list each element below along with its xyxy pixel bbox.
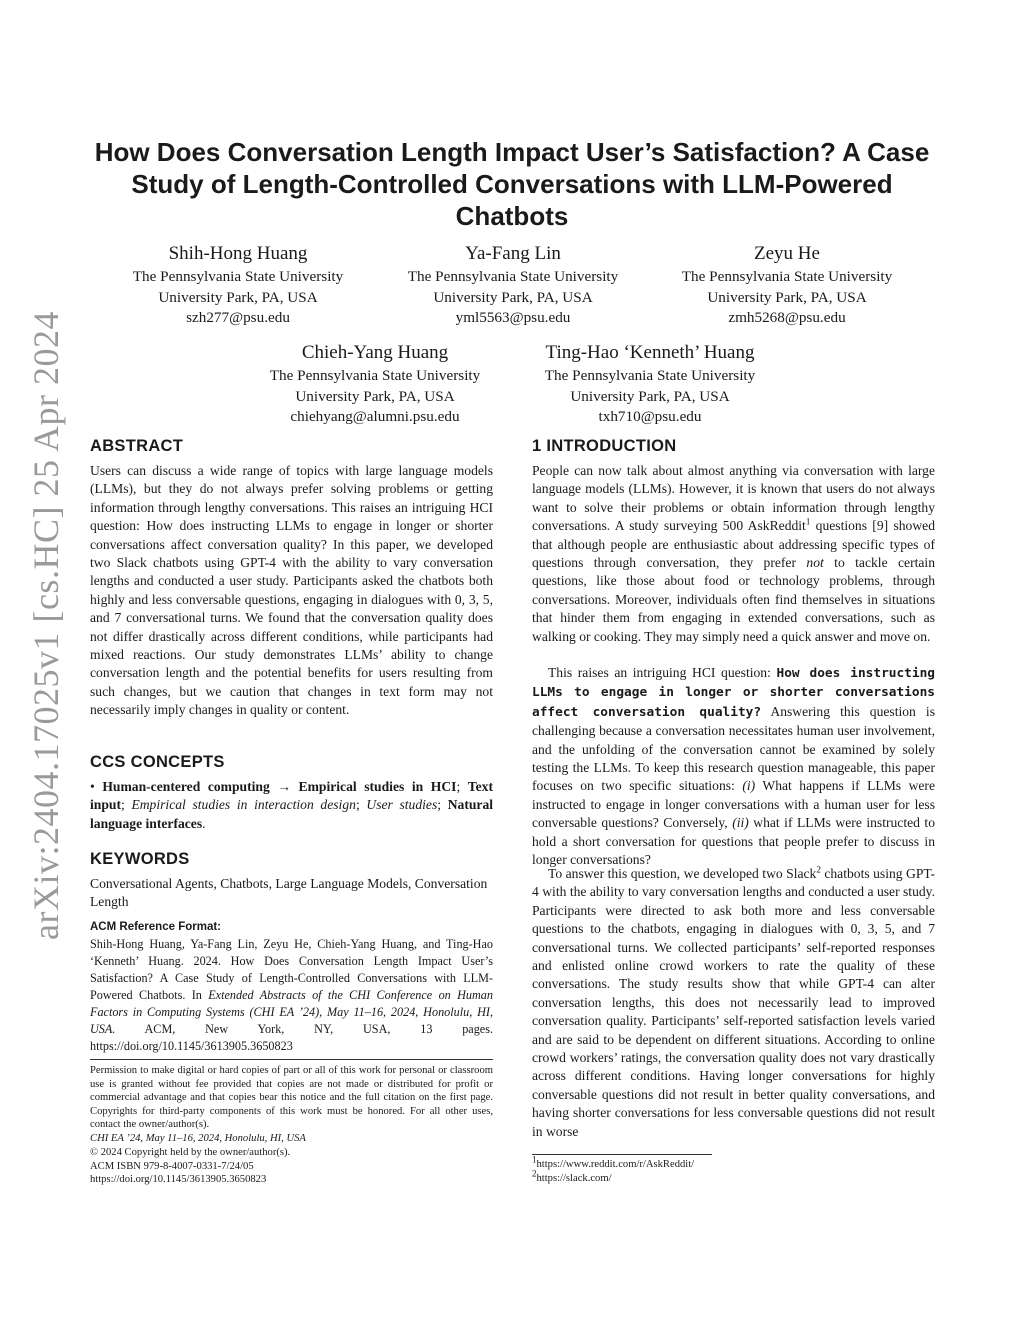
ccs-separator: ; xyxy=(355,797,360,813)
footnote-marker: 2 xyxy=(816,864,821,875)
author-card xyxy=(373,243,653,329)
author-location: University Park, PA, USA xyxy=(570,387,730,405)
ccs-concept: Empirical studies in HCI xyxy=(298,779,457,794)
ccs-concept: User studies xyxy=(366,797,438,813)
abstract-text: Users can discuss a wide range of topics with large language models (LLMs), but they do not always prefer solving problems or getting information through lengthy conversations. This raises an intriguing HCI question: How does instructing LLMs to engage in longer or shorter conversations affect conversation quality? In this paper, we developed two Slack chatbots using GPT-4 with the ability to vary conversation lengths and conducted a user study. Participants asked the chatbots both highly and less conversable questions, engaging in dialogues with 0, 3, 5, and 7 conversational turns. We found that the conversation quality does not differ drastically across different conditions, while participants had mixed reactions. Our study demonstrates LLMs’ ability to change conversation length and the potential benefits for users resulting from such changes, but we caution that changes in text form may not necessarily imply changes in quality or content. xyxy=(90,463,493,718)
author-name: Zeyu He xyxy=(754,243,820,264)
author-location: University Park, PA, USA xyxy=(295,387,455,405)
author-card xyxy=(98,243,378,329)
footnote: $^2$https://slack.com/ xyxy=(532,1168,612,1184)
ccs-concept: Natural language interfaces xyxy=(90,797,494,831)
ccs-separator: ; xyxy=(120,797,125,813)
author-card xyxy=(235,342,515,428)
ccs-concept: Empirical studies in interaction design xyxy=(131,797,356,813)
author-email: yml5563@psu.edu xyxy=(455,309,571,326)
author-affiliation: The Pennsylvania State University xyxy=(407,268,619,285)
author-email: txh710@psu.edu xyxy=(598,408,702,425)
intro-paragraph: To answer this question, we developed two Slack$^2$ chatbots using GPT-4 with the ability to vary conversation lengths and conducted a user study. Participants were directed to ask both more and less conversable questions to the chatbots, engaging in dialogues with 0, 3, 5, and 7 conversational turns. We collected participants’ self-reported responses and enlisted online crowd workers to rate the quality of these conversations. The study results show that while GPT-4 can alter conversation lengths, this does not necessarily lead to improved conversation quality. Participants’ self-reported satisfaction levels varied and are said to be dependent on different situations. According to online crowd workers’ ratings, the conversation quality does not vary drastically across different conditions. Having longer conversations for highly conversable questions did not result in better quality conversations, and having shorter conversations for less conversable questions did not result in worse xyxy=(532,864,935,1139)
intro-paragraph: People can now talk about almost anything via conversation with large language models (LLMs). However, it is known that users do not always want to solve their problems or obtain information through lengthy conversations. A study surveying 500 AskReddit$^1$ questions [9] showed that although people are enthusiastic about addressing specific types of questions through conversation, they prefer not to tackle certain questions, like those about food or technology problems, through conversations. Moreover, individuals often find themselves in situations that hinder them from engaging in extended conversations, such as walking or cooking. They may simply need a quick answer and move on. xyxy=(532,463,935,644)
author-card xyxy=(647,243,927,329)
ccs-concept: Text input xyxy=(90,779,493,813)
author-email: zmh5268@psu.edu xyxy=(728,309,846,326)
author-affiliation: The Pennsylvania State University xyxy=(132,268,344,285)
ccs-separator: ; xyxy=(437,797,442,813)
acm-ref-venue: Extended Abstracts of the CHI Conference on Human Factors in Computing Systems (CHI EA ’24), May 11–16, 2024, Honolulu, HI, USA. xyxy=(90,988,493,1036)
ccs-bullet: • xyxy=(90,779,95,794)
research-question: How does instructing LLMs to engage in longer or shorter conversations affect conversation quality? xyxy=(532,666,935,720)
author-email: chiehyang@alumni.psu.edu xyxy=(290,408,460,425)
author-affiliation: The Pennsylvania State University xyxy=(544,367,756,384)
footnote-divider xyxy=(532,1154,712,1155)
keywords-text: Conversational Agents, Chatbots, Large Language Models, Conversation Length xyxy=(90,876,488,910)
ccs-arrow: → xyxy=(277,779,291,794)
copyright-line: © 2024 Copyright held by the owner/author(s). xyxy=(90,1147,291,1158)
author-name: Chieh-Yang Huang xyxy=(301,342,449,363)
ccs-heading: CCS CONCEPTS xyxy=(90,753,225,771)
ccs-separator: ; xyxy=(456,779,461,794)
footnote-marker: 1 xyxy=(805,516,811,527)
arxiv-stamp: arXiv:2404.17025v1 [cs.HC] 25 Apr 2024 xyxy=(26,311,66,940)
acm-ref-heading: ACM Reference Format: xyxy=(90,921,221,933)
author-affiliation: The Pennsylvania State University xyxy=(681,268,893,285)
acm-ref-authors: Shih-Hong Huang, Ya-Fang Lin, Zeyu He, Chieh-Yang Huang, and Ting-Hao ‘Kenneth’ Huang. 2024. How Does Conversation Length Impact User’s Satisfaction? A Case Study of Length-Controlled Conversations with LLM-Powered Chatbots. In xyxy=(90,937,493,1002)
author-email: szh277@psu.edu xyxy=(186,309,290,326)
abstract-heading: ABSTRACT xyxy=(90,437,184,455)
divider xyxy=(90,1059,493,1060)
ccs-end: . xyxy=(202,815,206,831)
permission-venue: CHI EA ’24, May 11–16, 2024, Honolulu, HI, USA xyxy=(90,1133,306,1144)
introduction-heading: 1 INTRODUCTION xyxy=(532,437,677,455)
author-location: University Park, PA, USA xyxy=(433,288,593,306)
intro-paragraph: This raises an intriguing HCI question: How does instructing LLMs to engage in longer or shorter conversations affect conversation quality? Answering this question is challenging because a conversation necessitates human user involvement, and the unfolding of the conversation cannot be examined by solely testing the LLMs. To keep this research question manageable, this paper focuses on two specific situations: (i) What happens if LLMs were instructed to engage in longer conversations with a human user for less conversable questions? Conversely, (ii) what if LLMs were instructed to hold a short conversation for questions that people prefer to discuss in longer conversations? xyxy=(532,665,935,868)
author-name: Ting-Hao ‘Kenneth’ Huang xyxy=(545,342,755,363)
keywords-heading: KEYWORDS xyxy=(90,850,190,868)
footnote: $^1$https://www.reddit.com/r/AskReddit/ xyxy=(532,1154,695,1170)
ccs-concept: Human-centered computing xyxy=(102,779,270,794)
author-card xyxy=(510,342,790,428)
permission-notice: Permission to make digital or hard copies of part or all of this work for personal or classroom use is granted without fee provided that copies are not made or distributed for profit or commercial advantage and that copies bear this notice and the full citation on the first page. Copyrights for third-party components of this work must be honored. For all other uses, contact the owner/author(s). xyxy=(90,1065,493,1131)
footnote-link[interactable]: https://slack.com/ xyxy=(536,1173,612,1184)
footnote-link[interactable]: https://www.reddit.com/r/AskReddit/ xyxy=(536,1159,695,1170)
acm-ref-text xyxy=(90,936,493,1055)
isbn-line: ACM ISBN 979-8-4007-0331-7/24/05 xyxy=(90,1161,254,1172)
author-affiliation: The Pennsylvania State University xyxy=(269,367,481,384)
author-location: University Park, PA, USA xyxy=(158,288,318,306)
doi-link[interactable]: https://doi.org/10.1145/3613905.3650823 xyxy=(90,1174,267,1185)
author-name: Ya-Fang Lin xyxy=(465,243,561,264)
author-location: University Park, PA, USA xyxy=(707,288,867,306)
acm-ref-publisher: ACM, New York, NY, USA, 13 pages. https://doi.org/10.1145/3613905.3650823 xyxy=(90,1022,493,1053)
paper-title: How Does Conversation Length Impact User’s Satisfaction? A Case Study of Length-Controlled Conversations with LLM-Powered Chatbots xyxy=(94,137,930,231)
ccs-text xyxy=(90,778,493,833)
author-name: Shih-Hong Huang xyxy=(168,243,308,264)
